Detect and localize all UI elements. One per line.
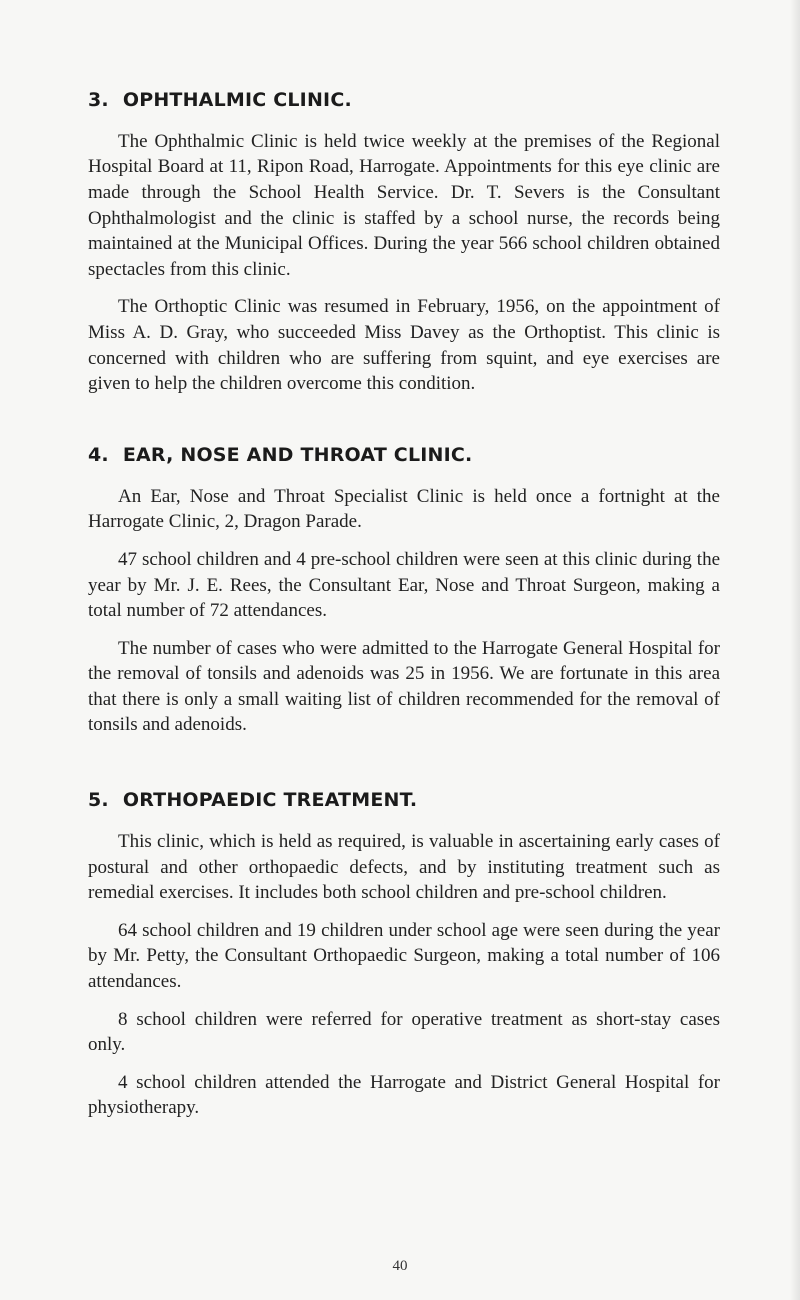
section-number: 5.	[88, 789, 109, 812]
page-number: 40	[392, 1258, 408, 1274]
section-ent-clinic	[88, 445, 720, 738]
page-edge-shadow	[790, 0, 800, 1300]
paragraph: 8 school children were referred for operative treatment as short-stay cases only.	[88, 1008, 720, 1056]
paragraph: 47 school children and 4 pre-school children were seen at this clinic during the year by Mr. J. E. Rees, the Consultant Ear, Nose and Throat Surgeon, making a total number of 72 attendances.	[88, 548, 720, 622]
paragraph: The Orthoptic Clinic was resumed in February, 1956, on the appointment of Miss A. D. Gray, who succeeded Miss Davey as the Orthoptist. This clinic is concerned with children who are suffering from squint, and eye exercises are given to help the children overcome this condition.	[88, 296, 720, 395]
paragraph: An Ear, Nose and Throat Specialist Clinic is held once a fortnight at the Harrogate Clinic, 2, Dragon Parade.	[88, 485, 720, 533]
paragraph: This clinic, which is held as required, is valuable in ascertaining early cases of postural and other orthopaedic defects, and by instituting treatment such as remedial exercises. It includes both school children and pre-school children.	[88, 830, 720, 904]
paragraph: The number of cases who were admitted to the Harrogate General Hospital for the removal of tonsils and adenoids was 25 in 1956. We are fortunate in this area that there is only a small waiting list of children recommended for the removal of tonsils and adenoids.	[88, 637, 720, 736]
section-heading	[88, 90, 720, 111]
paragraph: The Ophthalmic Clinic is held twice weekly at the premises of the Regional Hospital Board at 11, Ripon Road, Harrogate. Appointments for this eye clinic are made through the School Health Service. Dr. T. Severs is the Consultant Ophthalmologist and the clinic is staffed by a school nurse, the records being maintained at the Municipal Offices. During the year 566 school children obtained spectacles from this clinic.	[88, 130, 720, 280]
document-page	[88, 90, 720, 1133]
section-heading	[88, 790, 720, 811]
paragraph: 4 school children attended the Harrogate and District General Hospital for physiotherapy.	[88, 1071, 720, 1119]
section-ophthalmic-clinic	[88, 90, 720, 397]
section-number: 4.	[88, 443, 109, 466]
section-title: ORTHOPAEDIC TREATMENT.	[122, 789, 418, 812]
section-title: OPHTHALMIC CLINIC.	[122, 89, 352, 111]
section-title: EAR, NOSE AND THROAT CLINIC.	[122, 443, 473, 466]
section-orthopaedic-treatment	[88, 790, 720, 1121]
paragraph: 64 school children and 19 children under school age were seen during the year by Mr. Petty, the Consultant Orthopaedic Surgeon, making a total number of 106 attendances.	[88, 919, 720, 992]
section-heading	[88, 445, 720, 466]
section-number: 3.	[88, 89, 109, 111]
